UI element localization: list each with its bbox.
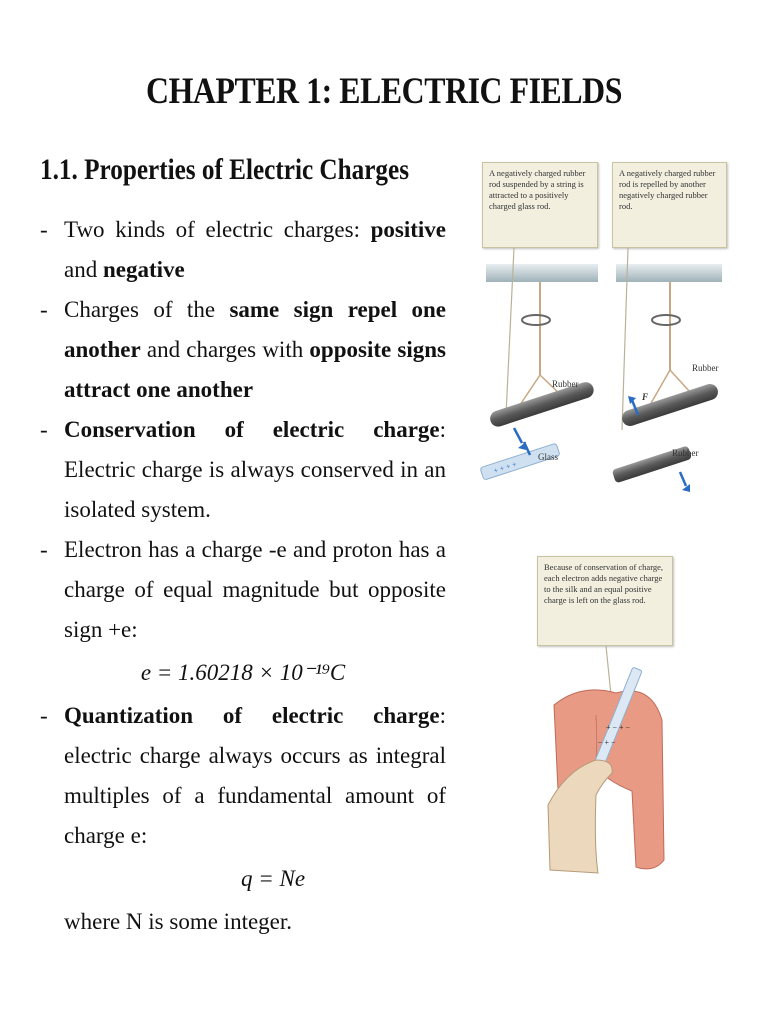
svg-text:+ + + +: + + + + bbox=[492, 459, 518, 476]
bullet-electron-proton: - Electron has a charge -e and proton has a charge of equal magnitude but opposite sign +e: bbox=[40, 537, 446, 642]
force-arrow-icon bbox=[514, 428, 522, 443]
glass-label: Glass bbox=[538, 452, 558, 462]
rubber-label-right-top: Rubber bbox=[692, 363, 719, 373]
conservation-callout: Because of conservation of charge, each electron adds negative charge to the silk and an equal positive charge is left on the glass rod. bbox=[537, 556, 673, 646]
rotation-arrow-left-icon bbox=[522, 315, 550, 325]
bullet-quantization: - Quantization of electric charge: electric charge always occurs as integral multiples of a fundamental amount of charge e: bbox=[40, 703, 446, 848]
attract-callout: A negatively charged rubber rod suspended by a string is attracted to a positively charged glass rod. bbox=[482, 162, 598, 248]
svg-text:− + −: − + − bbox=[598, 738, 616, 747]
ceiling-right bbox=[616, 264, 722, 282]
bullet-conservation: - Conservation of electric charge: Electric charge is always conserved in an isolated system. bbox=[40, 417, 446, 522]
elementary-charge-equation: e = 1.60218 × 10⁻¹⁹C bbox=[140, 660, 346, 685]
body-text bbox=[40, 210, 446, 942]
charged-rods-figure bbox=[480, 160, 730, 500]
svg-text:+ − + −: + − + − bbox=[606, 723, 631, 732]
section-heading: 1.1. Properties of Electric Charges bbox=[40, 153, 410, 186]
repel-callout: A negatively charged rubber rod is repelled by another negatively charged rubber rod. bbox=[612, 162, 727, 248]
bullet-repel-attract: - Charges of the same sign repel one another and charges with opposite signs attract one another bbox=[40, 297, 447, 402]
rotation-arrow-right-icon bbox=[652, 315, 680, 325]
chapter-title: CHAPTER 1: ELECTRIC FIELDS bbox=[146, 71, 622, 112]
silk-illustration bbox=[536, 555, 676, 875]
rubber-label-right-bottom: Rubber bbox=[672, 448, 699, 458]
force-label: F bbox=[642, 392, 649, 402]
rubber-label-left: Rubber bbox=[552, 379, 579, 389]
ceiling-left bbox=[486, 264, 598, 282]
bullet-charge-kinds: - Two kinds of electric charges: positive and negative bbox=[40, 217, 446, 282]
integer-note: where N is some integer. bbox=[64, 909, 293, 934]
silk-glass-figure bbox=[536, 555, 676, 875]
quantization-equation: q = Ne bbox=[240, 866, 306, 891]
rubber-rod-left bbox=[488, 380, 596, 429]
